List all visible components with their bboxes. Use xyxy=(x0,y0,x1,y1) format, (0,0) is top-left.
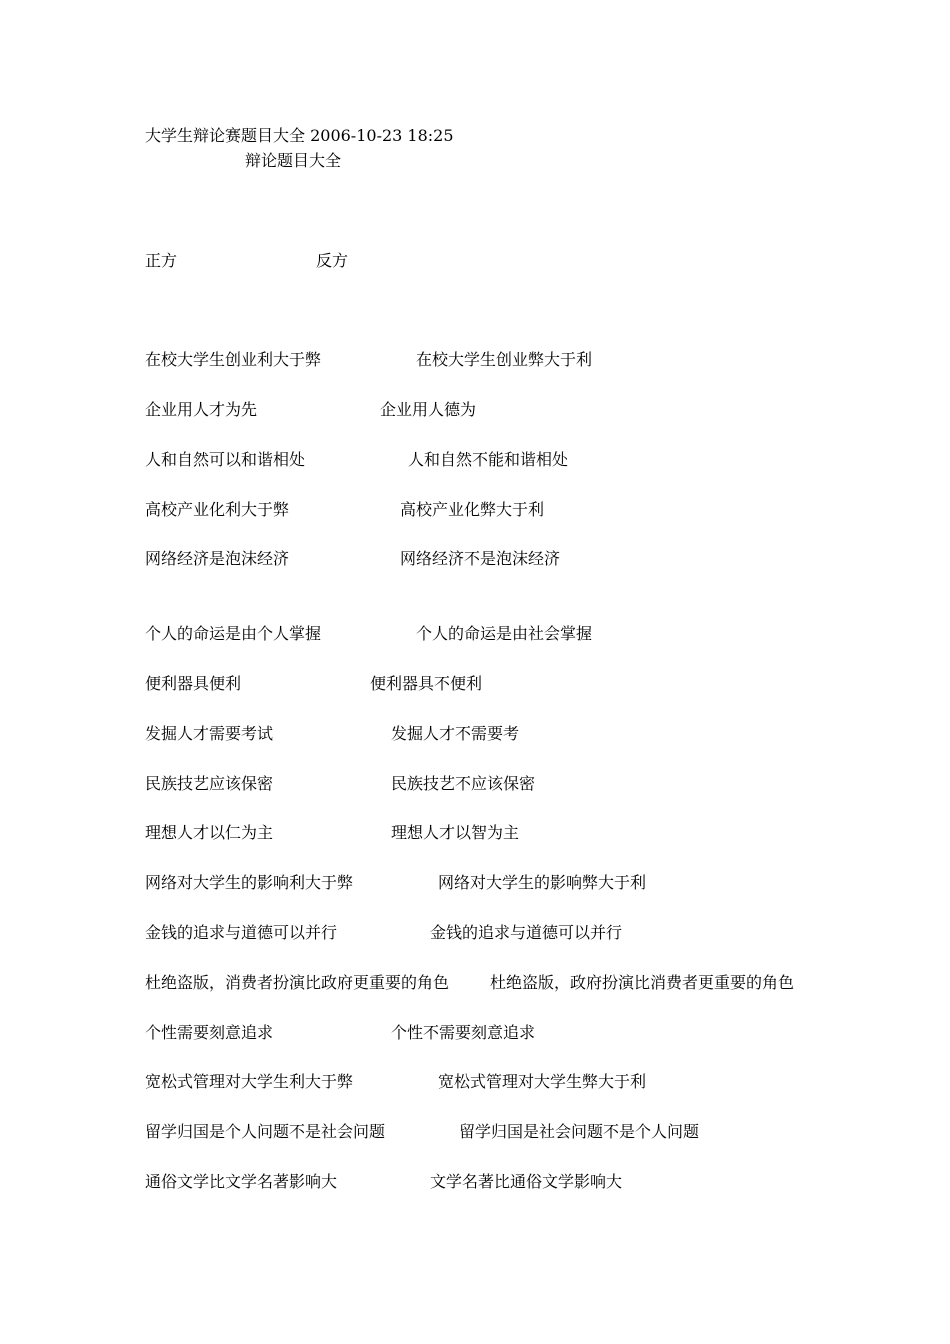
topic-pro: 个人的命运是由个人掌握 xyxy=(145,624,322,643)
topic-con: 人和自然不能和谐相处 xyxy=(408,450,569,469)
topic-con: 便利器具不便利 xyxy=(370,674,483,693)
topic-pro: 通俗文学比文学名著影响大 xyxy=(145,1172,338,1191)
topic-con: 个人的命运是由社会掌握 xyxy=(416,624,593,643)
topic-con: 高校产业化弊大于利 xyxy=(400,500,545,519)
topic-con: 理想人才以智为主 xyxy=(391,823,520,842)
topic-pro: 企业用人才为先 xyxy=(145,400,258,419)
topic-pro: 高校产业化利大于弊 xyxy=(145,500,290,519)
topic-con: 网络经济不是泡沫经济 xyxy=(400,549,561,568)
topic-con: 宽松式管理对大学生弊大于利 xyxy=(438,1072,647,1091)
topic-pro: 便利器具便利 xyxy=(145,674,242,693)
topic-pro: 民族技艺应该保密 xyxy=(145,774,274,793)
topic-con: 杜绝盗版，政府扮演比消费者更重要的角色 xyxy=(490,973,795,992)
topic-pro: 金钱的追求与道德可以并行 xyxy=(145,923,338,942)
topic-con: 在校大学生创业弊大于利 xyxy=(416,350,593,369)
document-title: 大学生辩论赛题目大全 2006-10-23 18:25 xyxy=(145,126,454,145)
column-header-con: 反方 xyxy=(316,251,349,270)
topic-con: 个性不需要刻意追求 xyxy=(391,1023,536,1042)
topic-pro: 人和自然可以和谐相处 xyxy=(145,450,306,469)
topic-pro: 网络经济是泡沫经济 xyxy=(145,549,290,568)
document-subtitle: 辩论题目大全 xyxy=(245,151,342,170)
topic-con: 企业用人德为 xyxy=(380,400,477,419)
topic-pro: 理想人才以仁为主 xyxy=(145,823,274,842)
topic-pro: 宽松式管理对大学生利大于弊 xyxy=(145,1072,354,1091)
topic-con: 发掘人才不需要考 xyxy=(391,724,520,743)
topic-con: 留学归国是社会问题不是个人问题 xyxy=(459,1122,700,1141)
topic-con: 民族技艺不应该保密 xyxy=(391,774,536,793)
topic-con: 文学名著比通俗文学影响大 xyxy=(430,1172,623,1191)
topic-con: 网络对大学生的影响弊大于利 xyxy=(438,873,647,892)
topic-pro: 杜绝盗版，消费者扮演比政府更重要的角色 xyxy=(145,973,450,992)
topic-pro: 留学归国是个人问题不是社会问题 xyxy=(145,1122,386,1141)
topic-pro: 个性需要刻意追求 xyxy=(145,1023,274,1042)
topic-pro: 网络对大学生的影响利大于弊 xyxy=(145,873,354,892)
topic-pro: 发掘人才需要考试 xyxy=(145,724,274,743)
topic-pro: 在校大学生创业利大于弊 xyxy=(145,350,322,369)
column-header-pro: 正方 xyxy=(145,251,178,270)
topic-con: 金钱的追求与道德可以并行 xyxy=(430,923,623,942)
